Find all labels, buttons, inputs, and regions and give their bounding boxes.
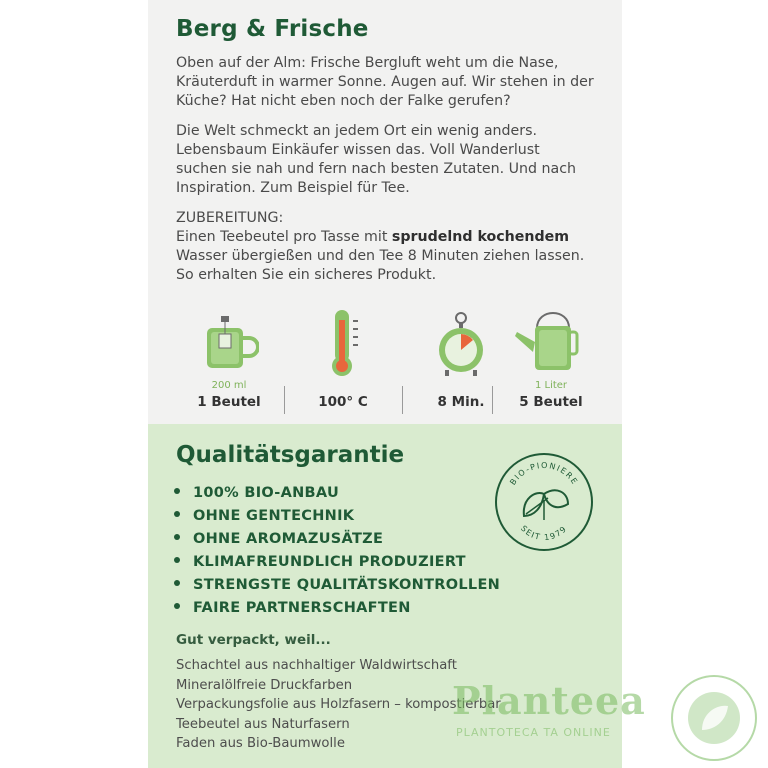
thermometer-icon	[313, 306, 373, 378]
bio-pioneer-badge-icon	[492, 450, 596, 554]
icon-temp-column	[284, 306, 402, 416]
quality-title: Qualitätsgarantie	[176, 442, 405, 468]
quality-item-label: OHNE AROMAZUSÄTZE	[193, 531, 384, 547]
preparation-icons	[148, 306, 622, 416]
quality-item	[174, 505, 500, 528]
bullet-icon	[174, 580, 180, 586]
packaging-item: Teebeutel aus Naturfasern	[176, 716, 350, 732]
quality-item	[174, 482, 500, 505]
preparation-text-end: Wasser übergießen und den Tee 8 Minuten ziehen lassen. So erhalten Sie ein sicheres Produkt.	[176, 248, 585, 283]
planteea-watermark	[448, 668, 768, 768]
preparation-text-bold: sprudelnd kochendem	[391, 229, 570, 245]
cup-bags: 1 Beutel	[197, 394, 261, 410]
preparation-text	[176, 228, 594, 285]
bullet-icon	[174, 488, 180, 494]
bullet-icon	[174, 603, 180, 609]
packaging-heading: Gut verpackt, weil...	[176, 632, 331, 648]
quality-item-label: KLIMAFREUNDLICH PRODUZIERT	[193, 554, 466, 570]
icon-kettle-column	[492, 306, 610, 416]
quality-item	[174, 551, 500, 574]
product-title: Berg & Frische	[176, 16, 369, 42]
packaging-item: Schachtel aus nachhaltiger Waldwirtschaft	[176, 658, 457, 673]
kettle-icon	[511, 306, 591, 378]
badge-top-text: BIO-PIONIERE	[508, 460, 580, 487]
bullet-icon	[174, 511, 180, 517]
quality-item-label: 100% BIO-ANBAU	[193, 485, 340, 501]
quality-item	[174, 528, 500, 551]
package-panel	[148, 0, 622, 768]
bullet-icon	[174, 534, 180, 540]
watermark-brand: Planteea	[452, 678, 646, 723]
quality-item-label: FAIRE PARTNERSCHAFTEN	[193, 600, 411, 616]
story-paragraph-2: Die Welt schmeckt an jedem Ort ein wenig anders. Lebensbaum Einkäufer wissen das. Voll Wanderlust suchen sie nah und fern nach besten Zutaten. Und nach Inspiration. Zum Beispiel für Tee.	[176, 123, 577, 196]
leaf-seal-icon	[664, 668, 764, 768]
quality-item-label: STRENGSTE QUALITÄTSKONTROLLEN	[193, 577, 501, 593]
quality-item	[174, 574, 500, 597]
bullet-icon	[174, 557, 180, 563]
badge-bottom-text: SEIT 1979	[518, 523, 570, 543]
cup-volume: 200 ml	[211, 380, 247, 391]
tea-cup-icon	[199, 306, 259, 376]
time-value: 8 Min.	[437, 394, 485, 410]
timer-icon	[431, 306, 491, 378]
right-margin	[622, 0, 768, 768]
temperature-value: 100° C	[318, 394, 368, 410]
packaging-item: Verpackungsfolie aus Holzfasern – kompostierbar	[176, 697, 501, 712]
kettle-bags: 5 Beutel	[519, 394, 583, 410]
story-paragraph-1: Oben auf der Alm: Frische Bergluft weht um die Nase, Kräuterduft in warmer Sonne. Augen auf. Wir stehen in der Küche? Hat nicht eben noch der Falke gerufen?	[176, 55, 594, 109]
icon-cup-column	[170, 306, 288, 416]
left-margin	[0, 0, 148, 768]
quality-item	[174, 597, 500, 620]
watermark-subtitle: PLANTOTECA TA ONLINE	[456, 726, 611, 739]
svg-text:BIO-PIONIERE	[508, 461, 580, 487]
packaging-item: Faden aus Bio-Baumwolle	[176, 736, 345, 751]
preparation-text-start: Einen Teebeutel pro Tasse mit	[176, 229, 392, 245]
story-section	[148, 0, 622, 285]
svg-text:SEIT 1979	[519, 524, 569, 542]
kettle-volume: 1 Liter	[534, 380, 568, 391]
packaging-item: Mineralölfreie Druckfarben	[176, 677, 353, 693]
preparation-label: ZUBEREITUNG:	[176, 210, 284, 226]
quality-list	[174, 482, 500, 620]
quality-item-label: OHNE GENTECHNIK	[193, 508, 355, 524]
